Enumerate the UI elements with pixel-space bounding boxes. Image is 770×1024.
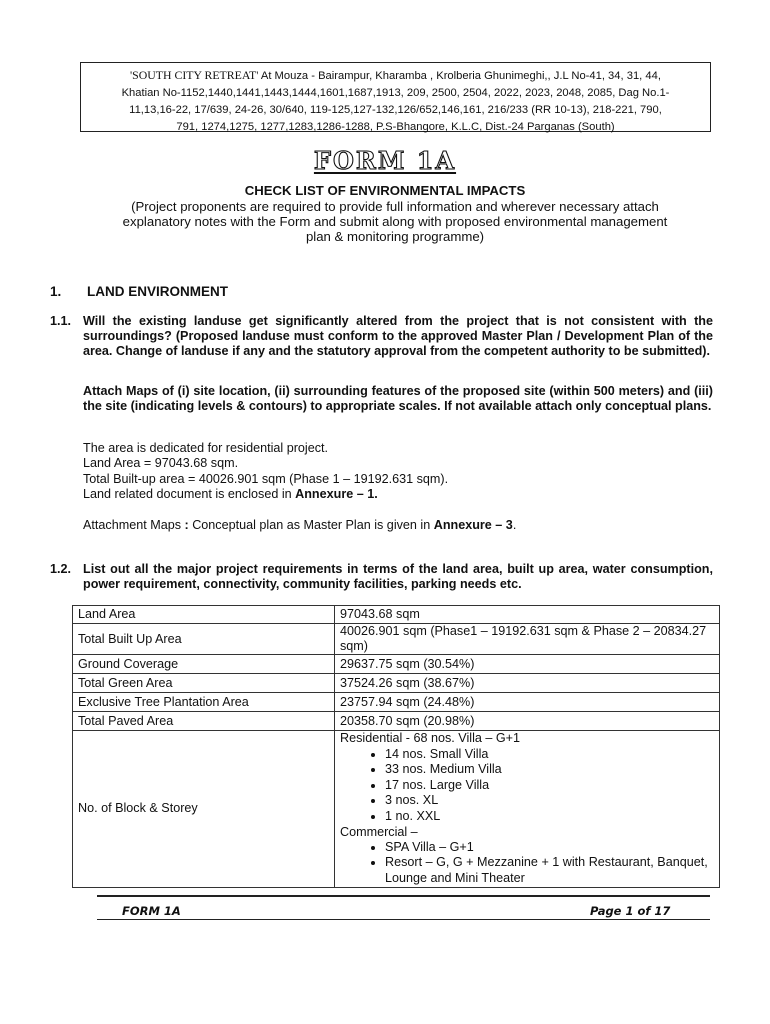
list-item: • SPA Villa – G+1 — [385, 840, 714, 856]
row-label: Land Area — [73, 606, 335, 624]
row-label: No. of Block & Storey — [73, 731, 335, 887]
question-1-1-text: Will the existing landuse get significantly altered from the project that is not consistent with the surroundings? (Proposed landuse must conform to the approved Master Plan / Development Plan of the area. Change of landuse if any and the statutory approval from the competent authority to be submitted). — [83, 314, 713, 359]
footer-divider-top — [97, 895, 710, 897]
project-requirements-table — [72, 605, 720, 888]
checklist-title: CHECK LIST OF ENVIRONMENTAL IMPACTS — [244, 183, 526, 198]
row-label: Exclusive Tree Plantation Area — [73, 693, 335, 712]
footer-form-label: FORM 1A — [122, 904, 181, 918]
list-item: • 14 nos. Small Villa — [385, 747, 714, 763]
annexure-1-ref: Annexure – 1. — [295, 487, 378, 502]
attach-maps-note: Attach Maps of (i) site location, (ii) surrounding features of the proposed site (within 500 meters) and (iii) the site (indicating levels & contours) to appropriate scales. If not available attach only conceptual plans. — [83, 384, 713, 414]
answer-line-1: The area is dedicated for residential project. — [83, 441, 329, 455]
block-storey-details — [335, 731, 720, 887]
project-header-box — [80, 62, 711, 132]
row-value: 29637.75 sqm (30.54%) — [335, 655, 720, 674]
answer-line-2: Land Area = 97043.68 sqm. — [83, 456, 239, 471]
table-row — [73, 674, 720, 693]
header-line-1 — [87, 67, 704, 85]
table-row — [73, 655, 720, 674]
attachment-maps-text: Conceptual plan as Master Plan is given in — [188, 518, 434, 532]
table-row — [73, 731, 720, 887]
list-item: • 3 nos. XL — [385, 793, 714, 809]
header-line-2: Khatian No-1152,1440,1441,1443,1444,1601,1687,1913, 209, 2500, 2504, 2022, 2023, 2048, 2085, Dag No.1- — [121, 87, 670, 99]
answer-line-4 — [83, 487, 713, 502]
table-row — [73, 712, 720, 731]
form-title: FORM 1A — [313, 146, 457, 175]
table-row — [73, 606, 720, 624]
residential-heading: Residential - 68 nos. Villa – G+1 — [340, 731, 521, 746]
annexure-3-ref: Annexure – 3 — [433, 518, 513, 532]
attachment-maps-label: Attachment Maps — [83, 518, 185, 532]
attachment-maps-end: . — [512, 518, 517, 532]
row-label: Total Paved Area — [73, 712, 335, 731]
project-name: 'SOUTH CITY RETREAT' — [130, 68, 259, 82]
header-line-1-rest: At Mouza - Bairampur, Kharamba , Krolberia Ghunimeghi,, J.L No-41, 34, 31, 44, — [258, 70, 661, 82]
row-label: Total Built Up Area — [73, 624, 335, 655]
header-line-4: 791, 1274,1275, 1277,1283,1286-1288, P.S-Bhangore, K.L.C, Dist.-24 Parganas (South) — [176, 121, 615, 133]
commercial-heading: Commercial – — [340, 824, 418, 839]
answer-line-3: Total Built-up area = 40026.901 sqm (Phase 1 – 19192.631 sqm). — [83, 471, 449, 486]
checklist-subtitle: (Project proponents are required to provide full information and wherever necessary attach explanatory notes with the Form and submit along with proposed environmental management plan & monitoring programme) — [122, 199, 668, 244]
list-item: • 1 no. XXL — [385, 809, 714, 825]
footer-divider-bottom — [97, 919, 710, 920]
attachment-maps-colon: : — [184, 518, 189, 532]
row-value: 20358.70 sqm (20.98%) — [335, 712, 720, 731]
table-row — [73, 693, 720, 712]
question-1-1-number: 1.1. — [50, 314, 72, 328]
row-label: Total Green Area — [73, 674, 335, 693]
answer-1-1 — [83, 441, 713, 503]
section-title: LAND ENVIRONMENT — [87, 284, 228, 299]
row-value: 97043.68 sqm — [335, 606, 720, 624]
commercial-list — [340, 840, 714, 887]
list-item: • 17 nos. Large Villa — [385, 778, 714, 794]
residential-list — [340, 747, 714, 825]
row-value: 40026.901 sqm (Phase1 – 19192.631 sqm & Phase 2 – 20834.27 sqm) — [335, 624, 720, 655]
section-number: 1. — [50, 284, 62, 299]
question-1-2-number: 1.2. — [50, 562, 72, 576]
answer-line-4-text: Land related document is enclosed in — [83, 487, 296, 502]
header-line-3: 11,13,16-22, 17/639, 24-26, 30/640, 119-125,127-132,126/652,146,161, 216/233 (RR 10-13), 218-221, 790, — [129, 104, 662, 116]
row-label: Ground Coverage — [73, 655, 335, 674]
list-item: • 33 nos. Medium Villa — [385, 762, 714, 778]
list-item: • Resort – G, G + Mezzanine + 1 with Restaurant, Banquet, Lounge and Mini Theater — [385, 855, 714, 886]
attachment-maps-line — [83, 518, 713, 533]
row-value: 37524.26 sqm (38.67%) — [335, 674, 720, 693]
question-1-2-text: List out all the major project requirements in terms of the land area, built up area, water consumption, power requirement, connectivity, community facilities, parking needs etc. — [83, 562, 713, 592]
table-row — [73, 624, 720, 655]
footer-page-number: Page 1 of 17 — [590, 904, 671, 918]
row-value: 23757.94 sqm (24.48%) — [335, 693, 720, 712]
